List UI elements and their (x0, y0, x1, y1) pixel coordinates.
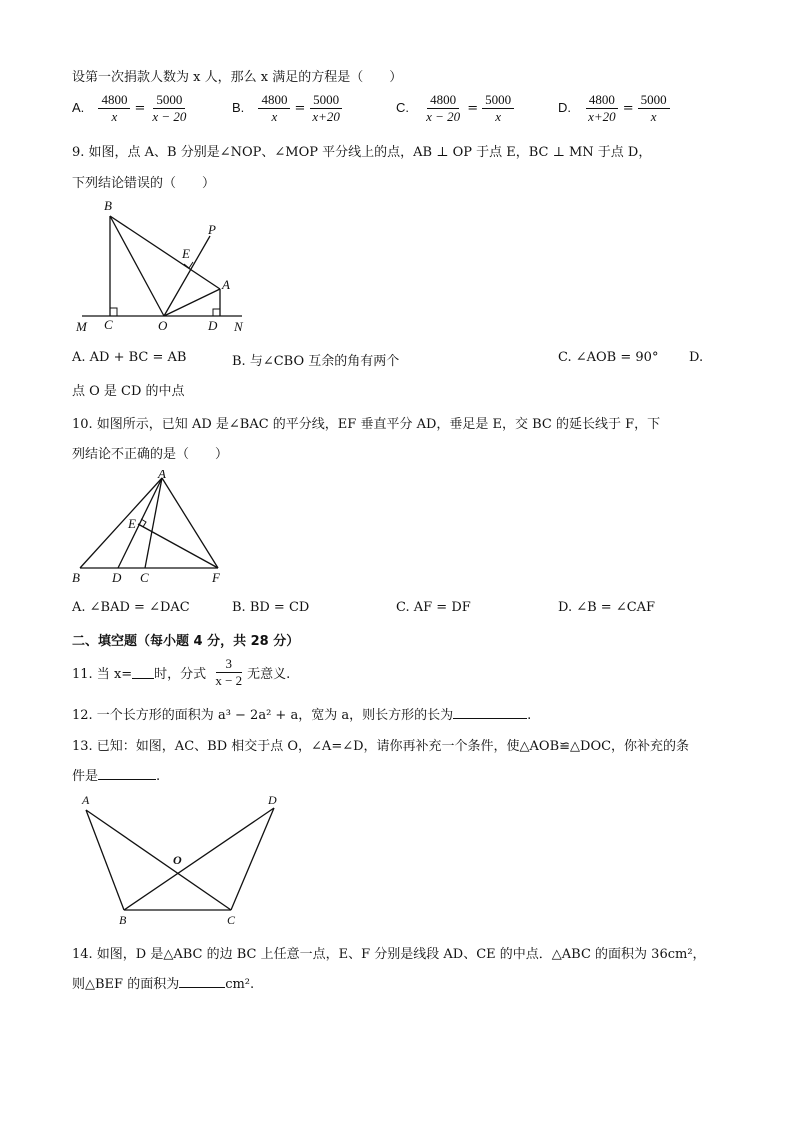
label-b: B (119, 913, 127, 927)
denominator: x+20 (312, 109, 340, 124)
fraction-right (482, 92, 514, 125)
label-n: N (234, 319, 243, 334)
q10-figure (70, 470, 240, 590)
q11-suffix: 无意义. (247, 667, 291, 682)
denominator: x − 20 (426, 109, 461, 124)
q14-prefix: 则△BEF 的面积为 (72, 977, 180, 992)
label-o: O (173, 853, 182, 867)
segment-ab (80, 478, 162, 568)
label-b: B (72, 570, 80, 585)
q10-option-b[interactable]: B. BD = CD (232, 600, 310, 615)
option-letter: D. (558, 100, 571, 115)
denominator: x (650, 109, 657, 124)
equals-sign: = (467, 101, 479, 116)
segment-ac (86, 810, 231, 910)
q13-figure (76, 790, 296, 930)
q9-line-1: 9. 如图，点 A、B 分别是∠NOP、∠MOP 平分线上的点，AB ⊥ OP 于点 E，BC ⊥ MN 于点 D， (72, 145, 652, 160)
q12 (72, 704, 531, 723)
q9-option-a[interactable]: A. AD + BC = AB (72, 350, 187, 365)
q9-option-d-text: 点 O 是 CD 的中点 (72, 384, 185, 399)
q9-line-2: 下列结论错误的（ ） (72, 176, 216, 191)
q13-blank[interactable] (98, 767, 156, 780)
q10-line-2: 列结论不正确的是（ ） (72, 447, 229, 462)
numerator: 5000 (310, 92, 342, 109)
numerator: 4800 (586, 92, 618, 109)
label-a: A (222, 277, 230, 292)
denominator: x − 20 (152, 109, 187, 124)
q13-end: . (156, 769, 161, 784)
q9-option-d[interactable]: D. (689, 350, 704, 365)
fraction-left (423, 92, 463, 125)
label-p: P (208, 222, 216, 237)
label-e: E (182, 246, 190, 261)
q8-option-a[interactable] (72, 92, 191, 125)
q13-prefix: 件是 (72, 769, 99, 784)
denominator: x (495, 109, 501, 124)
numerator: 5000 (638, 92, 670, 109)
segment-bo (110, 216, 164, 316)
option-letter: C. (396, 100, 409, 115)
right-angle-d (213, 309, 220, 316)
segment-ba (110, 216, 220, 289)
q11-fraction (212, 656, 245, 689)
q8-option-c[interactable] (396, 92, 516, 125)
segment-af (162, 478, 218, 568)
fraction-right (149, 92, 189, 125)
q14-line-2 (72, 973, 254, 992)
q10-option-c[interactable]: C. AF = DF (396, 600, 471, 615)
label-d: D (112, 570, 122, 585)
label-d: D (208, 318, 218, 333)
segment-ac (145, 478, 162, 568)
fraction-right (638, 92, 670, 125)
denominator: x (111, 109, 118, 124)
q13-line-1: 13. 已知：如图，AC、BD 相交于点 O，∠A=∠D，请你再补充一个条件，使△AOB≌△DOC，你补充的条 (72, 739, 690, 754)
fraction-left (98, 92, 130, 125)
segment-bd (124, 808, 274, 910)
option-letter: B. (232, 100, 245, 115)
q8-stem: 设第一次捐款人数为 x 人，那么 x 满足的方程是（ ） (72, 70, 403, 85)
q12-text: 12. 一个长方形的面积为 a³ − 2a² + a，宽为 a，则长方形的长为 (72, 708, 454, 723)
option-letter: A. (72, 100, 85, 115)
denominator: x (271, 109, 278, 124)
q10-option-d[interactable]: D. ∠B = ∠CAF (558, 600, 656, 615)
q9-figure (72, 196, 262, 336)
right-angle-c (110, 308, 117, 316)
q13-line-2 (72, 765, 160, 784)
fraction-right (309, 92, 343, 125)
q11-blank[interactable] (132, 666, 154, 679)
segment-ef (138, 524, 218, 568)
label-a: A (158, 470, 166, 481)
numerator: 5000 (153, 92, 185, 109)
q9-option-b[interactable]: B. 与∠CBO 互余的角有两个 (232, 354, 400, 369)
q11-prefix: 11. 当 x= (72, 667, 133, 682)
label-c: C (227, 913, 236, 927)
q12-end: . (527, 708, 532, 723)
q12-blank[interactable] (453, 706, 527, 719)
label-f: F (212, 570, 220, 585)
equals-sign: = (134, 101, 146, 116)
label-d: D (268, 793, 277, 807)
q11 (72, 656, 290, 689)
numerator: 4800 (427, 92, 459, 109)
q10-line-1: 10. 如图所示，已知 AD 是∠BAC 的平分线，EF 垂直平分 AD，垂足是 E，交 BC 的延长线于 F，下 (72, 417, 661, 432)
label-a: A (82, 793, 90, 807)
q14-line-1: 14. 如图，D 是△ABC 的边 BC 上任意一点，E、F 分别是线段 AD、CE 的中点．△ABC 的面积为 36cm²， (72, 947, 706, 962)
numerator: 4800 (98, 92, 130, 109)
label-c: C (104, 317, 113, 332)
section-title: 二、填空题（每小题 4 分，共 28 分） (72, 634, 300, 649)
label-b: B (104, 198, 112, 213)
label-m: M (76, 319, 87, 334)
q9-option-c[interactable]: C. ∠AOB = 90° (558, 350, 659, 365)
q10-option-a[interactable]: A. ∠BAD = ∠DAC (72, 600, 190, 615)
label-c: C (140, 570, 149, 585)
numerator: 4800 (258, 92, 290, 109)
denominator: x − 2 (215, 673, 243, 688)
equals-sign: = (622, 101, 634, 116)
equals-sign: = (294, 101, 306, 116)
q14-blank[interactable] (179, 975, 225, 988)
label-o: O (158, 318, 168, 333)
fraction-left (585, 92, 619, 125)
segment-ad (118, 478, 162, 568)
q8-option-b[interactable] (232, 92, 345, 125)
segment-ab (86, 810, 124, 910)
q8-option-d[interactable] (558, 92, 672, 125)
numerator: 3 (216, 656, 243, 673)
q14-suffix: cm². (225, 977, 255, 992)
q11-mid: 时，分式 (154, 667, 207, 682)
label-e: E (128, 516, 136, 531)
numerator: 5000 (482, 92, 514, 109)
fraction-left (258, 92, 290, 125)
denominator: x+20 (588, 109, 616, 124)
